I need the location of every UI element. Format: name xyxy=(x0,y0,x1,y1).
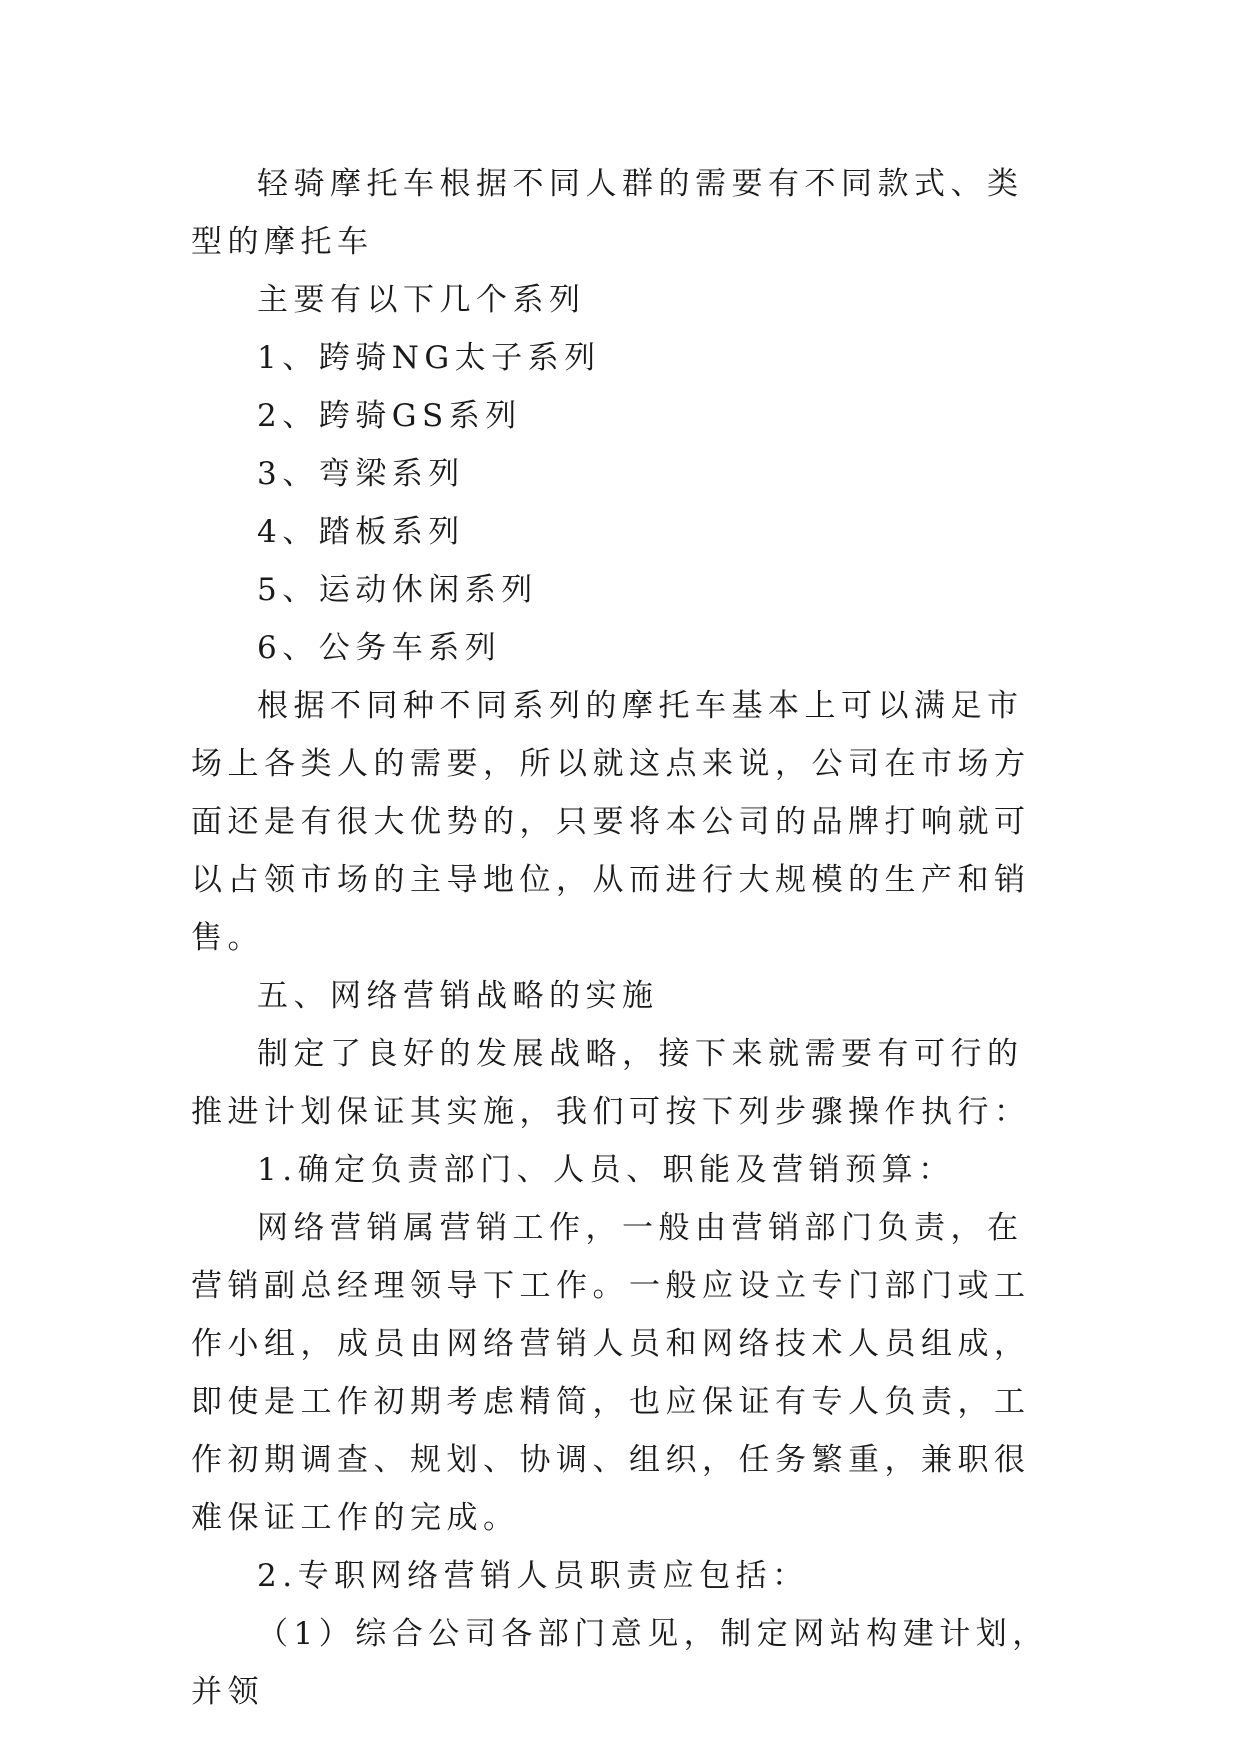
section-heading-strategy: 五、网络营销战略的实施 xyxy=(257,978,659,1014)
list-item-series-3: 3、弯梁系列 xyxy=(257,456,465,492)
list-item-series-5: 5、运动休闲系列 xyxy=(257,572,538,608)
list-item-series-4: 4、踏板系列 xyxy=(257,514,465,550)
paragraph-market-advantage: 根据不同种不同系列的摩托车基本上可以满足市场上各类人的需要，所以就这点来说，公司在市场方面还是有很大优势的，只要将本公司的品牌打响就可以占领市场的主导地位，从而进行大规模的生产和销售。 xyxy=(191,688,1031,956)
document-body xyxy=(191,155,1051,1721)
step-heading-2: 2.专职网络营销人员职责应包括： xyxy=(257,1558,809,1594)
paragraph-department: 网络营销属营销工作，一般由营销部门负责，在营销副总经理领导下工作。一般应设立专门部门或工作小组，成员由网络营销人员和网络技术人员组成，即使是工作初期考虑精简，也应保证有专人负责，工作初期调查、规划、协调、组织，任务繁重，兼职很难保证工作的完成。 xyxy=(191,1210,1031,1536)
paragraph-series-heading: 主要有以下几个系列 xyxy=(257,282,586,318)
list-item-series-2: 2、跨骑GS系列 xyxy=(257,398,522,434)
list-item-series-6: 6、公务车系列 xyxy=(257,630,502,666)
paragraph-intro: 轻骑摩托车根据不同人群的需要有不同款式、类型的摩托车 xyxy=(191,166,1024,260)
step-heading-1: 1.确定负责部门、人员、职能及营销预算： xyxy=(257,1152,955,1188)
paragraph-strategy-intro: 制定了良好的发展战略，接下来就需要有可行的推进计划保证其实施，我们可按下列步骤操作执行： xyxy=(191,1036,1031,1130)
paragraph-duty-1: （1）综合公司各部门意见，制定网站构建计划，并领 xyxy=(191,1616,1049,1710)
list-item-series-1: 1、跨骑NG太子系列 xyxy=(257,340,601,376)
